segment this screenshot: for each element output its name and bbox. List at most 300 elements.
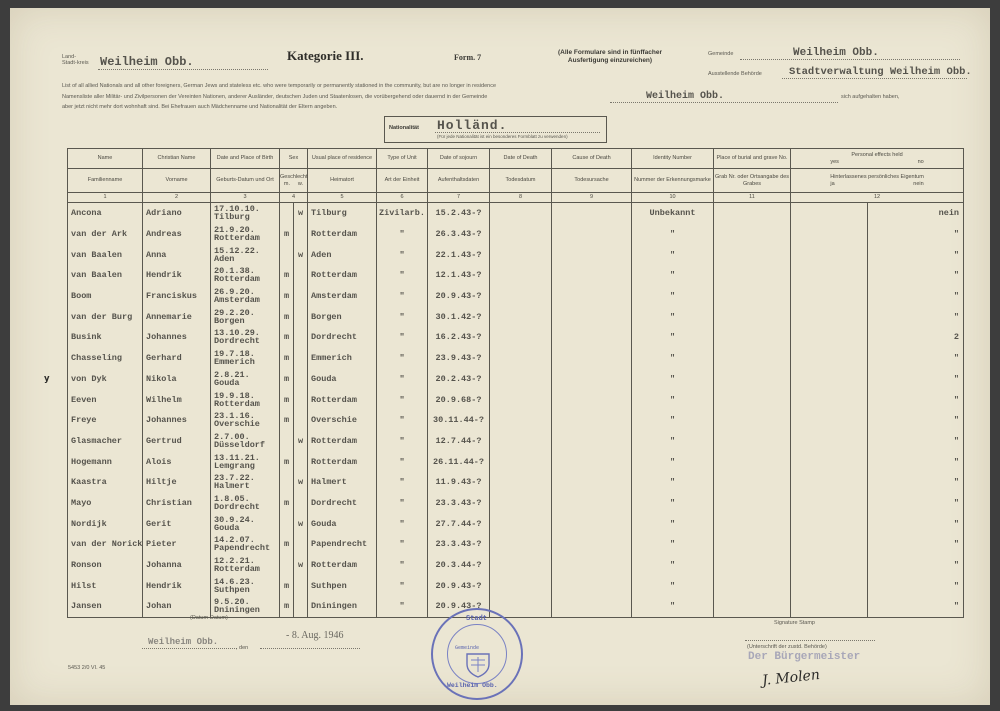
intro-german-1: Namensliste aller Militär- und Zivilpersonen der Vereinten Nationen, anderer Ausländer, deutschen Juden und Staatenlosen, die vorübergehend oder dauernd in der Gemeinde — [62, 94, 488, 100]
cell-einheit: " — [377, 534, 428, 555]
cell-name — [68, 555, 143, 576]
birth-place: Gouda — [214, 522, 240, 533]
header-sex-w: w. — [297, 180, 304, 187]
cell-effects-yes — [791, 389, 868, 410]
cell-name — [68, 306, 143, 327]
cell-sex-w — [294, 306, 308, 327]
birth-place: Rotterdam — [214, 398, 260, 409]
cell-todesursache — [552, 596, 632, 617]
cell-grab — [714, 575, 791, 596]
birth-date: 23.7.22. — [214, 473, 255, 484]
table-row — [68, 369, 964, 390]
cell-effects-no: " — [868, 555, 964, 576]
cell-grab — [714, 493, 791, 514]
footer-ort-line — [142, 648, 237, 649]
cell-vorname: Gerit — [143, 513, 211, 534]
footer-behoerde-label: (Unterschrift der zustd. Behörde) — [747, 644, 827, 650]
birth-place: Overschie — [214, 419, 260, 430]
header-christian-name-de: Vorname — [143, 169, 211, 193]
cell-aufenthalt: 20.9.43-? — [428, 575, 490, 596]
header-burial-en: Place of burial and grave No. — [714, 149, 791, 169]
behoerde-line — [782, 78, 967, 79]
family-name: van der Norick — [71, 539, 143, 550]
register-table — [44, 148, 964, 618]
family-name: Ancona — [71, 208, 102, 219]
birth-date: 14.6.23. — [214, 576, 255, 587]
cell-geburt — [211, 575, 280, 596]
birth-date: 13.10.29. — [214, 328, 260, 339]
cell-grab — [714, 203, 791, 224]
header-sojourn-de: Aufenthaltsdaten — [428, 169, 490, 193]
cell-sex-w — [294, 596, 308, 617]
header-unit-de: Art der Einheit — [377, 169, 428, 193]
print-code: 5453 2/0 VI. 45 — [68, 665, 106, 671]
nationality-box — [384, 116, 607, 143]
cell-name — [68, 265, 143, 286]
cell-todesdatum — [490, 389, 552, 410]
header-christian-name-en: Christian Name — [143, 149, 211, 169]
header-death-date-en: Date of Death — [490, 149, 552, 169]
cell-todesursache — [552, 224, 632, 245]
cell-aufenthalt: 15.2.43-? — [428, 203, 490, 224]
family-name: Nordijk — [71, 518, 107, 529]
cell-geburt — [211, 410, 280, 431]
cell-effects-no: " — [868, 451, 964, 472]
colnum-11: 11 — [714, 193, 791, 203]
cell-einheit: " — [377, 555, 428, 576]
colnum-12: 12 — [791, 193, 964, 203]
birth-place: Aden — [214, 253, 235, 264]
colnum-8: 8 — [490, 193, 552, 203]
birth-place: Emmerich — [214, 357, 255, 368]
cell-effects-no: " — [868, 472, 964, 493]
intro-gemeinde-value: Weilheim Obb. — [646, 91, 725, 102]
header-effects-de — [791, 169, 964, 193]
cell-vorname: Andreas — [143, 224, 211, 245]
cell-effects-no: " — [868, 534, 964, 555]
header-birth-de: Geburts-Datum und Ort — [211, 169, 280, 193]
behoerde-value: Stadtverwaltung Weilheim Obb. — [789, 66, 972, 78]
cell-geburt — [211, 286, 280, 307]
family-name: Eeven — [71, 394, 97, 405]
cell-todesursache — [552, 575, 632, 596]
cell-name — [68, 513, 143, 534]
cell-geburt — [211, 389, 280, 410]
birth-place: Rotterdam — [214, 564, 260, 575]
cell-geburt — [211, 493, 280, 514]
cell-sex-w: w — [294, 431, 308, 452]
cell-todesursache — [552, 555, 632, 576]
cell-effects-no: " — [868, 513, 964, 534]
cell-todesursache — [552, 451, 632, 472]
family-name: Chasseling — [71, 353, 123, 364]
cell-vorname: Christian — [143, 493, 211, 514]
cell-todesdatum — [490, 348, 552, 369]
cell-einheit: " — [377, 575, 428, 596]
header-name-de: Familienname — [68, 169, 143, 193]
birth-date: 1.8.05. — [214, 493, 250, 504]
cell-erkennung: " — [632, 493, 714, 514]
cell-todesdatum — [490, 244, 552, 265]
cell-heimat: Amsterdam — [308, 286, 377, 307]
footer-date-line — [260, 648, 360, 649]
birth-date: 30.9.24. — [214, 514, 255, 525]
colnum-5: 5 — [308, 193, 377, 203]
cell-aufenthalt: 26.3.43-? — [428, 224, 490, 245]
cell-todesursache — [552, 472, 632, 493]
header-effects-no: no — [917, 158, 924, 165]
kreis-label: kreis — [77, 60, 89, 66]
cell-effects-no: " — [868, 596, 964, 617]
cell-todesursache — [552, 410, 632, 431]
cell-einheit: " — [377, 472, 428, 493]
cell-todesursache — [552, 203, 632, 224]
cell-sex-w: w — [294, 555, 308, 576]
cell-todesursache — [552, 493, 632, 514]
cell-heimat: Rotterdam — [308, 389, 377, 410]
family-name: Busink — [71, 332, 102, 343]
header-effects-nein: nein — [913, 180, 924, 187]
cell-geburt — [211, 224, 280, 245]
cell-erkennung: " — [632, 534, 714, 555]
birth-date: 19.7.18. — [214, 349, 255, 360]
gemeinde-value: Weilheim Obb. — [793, 47, 879, 59]
cell-aufenthalt: 20.9.68-? — [428, 389, 490, 410]
cell-aufenthalt: 20.3.44-? — [428, 555, 490, 576]
cell-einheit: " — [377, 410, 428, 431]
cell-heimat: Overschie — [308, 410, 377, 431]
birth-place: Tilburg — [214, 212, 250, 223]
family-name: Jansen — [71, 601, 102, 612]
cell-erkennung: " — [632, 369, 714, 390]
kreis-line — [98, 69, 268, 70]
family-name: Hogemann — [71, 456, 112, 467]
cell-name — [68, 493, 143, 514]
birth-place: Gouda — [214, 377, 240, 388]
nationality-label: Nationalität — [389, 125, 419, 131]
cell-grab — [714, 534, 791, 555]
table-row — [68, 327, 964, 348]
stamp-bottom-text: Weilheim Obb. — [447, 682, 498, 689]
cell-sex-m — [280, 244, 294, 265]
cell-sex-w — [294, 389, 308, 410]
cell-effects-yes — [791, 451, 868, 472]
cell-erkennung: " — [632, 286, 714, 307]
cell-effects-yes — [791, 534, 868, 555]
cell-heimat: Rotterdam — [308, 451, 377, 472]
cell-erkennung: " — [632, 224, 714, 245]
cell-aufenthalt: 12.1.43-? — [428, 265, 490, 286]
cell-sex-m: m — [280, 224, 294, 245]
family-name: Glasmacher — [71, 435, 123, 446]
cell-effects-no: " — [868, 265, 964, 286]
cell-grab — [714, 431, 791, 452]
formulare-note-1: (Alle Formulare sind in fünffacher — [557, 49, 662, 56]
gemeinde-label: Gemeinde — [708, 51, 734, 57]
cell-vorname: Pieter — [143, 534, 211, 555]
cell-todesdatum — [490, 369, 552, 390]
cell-grab — [714, 244, 791, 265]
cell-sex-m: m — [280, 369, 294, 390]
cell-sex-w: w — [294, 513, 308, 534]
cell-sex-m: m — [280, 534, 294, 555]
cell-effects-yes — [791, 306, 868, 327]
signature: J. Molen — [761, 667, 821, 689]
header-unit-en: Type of Unit — [377, 149, 428, 169]
cell-name — [68, 224, 143, 245]
cell-vorname: Wilhelm — [143, 389, 211, 410]
birth-date: 2.8.21. — [214, 369, 250, 380]
cell-effects-yes — [791, 348, 868, 369]
cell-einheit: " — [377, 244, 428, 265]
cell-sex-w — [294, 493, 308, 514]
cell-grab — [714, 224, 791, 245]
cell-heimat: Halmert — [308, 472, 377, 493]
stamp-center-text: Gemeinde — [455, 645, 480, 651]
family-name: van Baalen — [71, 249, 123, 260]
intro-german-1-end: sich aufgehalten haben, — [841, 94, 900, 100]
birth-date: 29.2.20. — [214, 307, 255, 318]
cell-todesdatum — [490, 575, 552, 596]
table-row — [68, 348, 964, 369]
formulare-note-2: Ausfertigung einzureichen) — [567, 57, 653, 64]
cell-sex-m: m — [280, 265, 294, 286]
cell-erkennung: " — [632, 575, 714, 596]
colnum-3: 3 — [211, 193, 280, 203]
cell-sex-w — [294, 575, 308, 596]
table-row — [68, 244, 964, 265]
cell-effects-no: " — [868, 224, 964, 245]
cell-sex-w — [294, 327, 308, 348]
colnum-1: 1 — [68, 193, 143, 203]
header-death-cause-de: Todesursache — [552, 169, 632, 193]
document-page — [10, 8, 990, 705]
cell-einheit: " — [377, 224, 428, 245]
cell-sex-w — [294, 451, 308, 472]
cell-name — [68, 575, 143, 596]
signature-stamp-label: Signature Stamp — [774, 620, 815, 626]
cell-einheit: " — [377, 265, 428, 286]
cell-erkennung: " — [632, 244, 714, 265]
cell-erkennung: " — [632, 451, 714, 472]
birth-place: Lemgrang — [214, 460, 255, 471]
cell-todesdatum — [490, 493, 552, 514]
table-row — [68, 410, 964, 431]
cell-einheit: " — [377, 513, 428, 534]
official-stamp — [431, 608, 523, 700]
cell-geburt — [211, 472, 280, 493]
family-name: Ronson — [71, 560, 102, 571]
cell-effects-yes — [791, 472, 868, 493]
cell-geburt — [211, 327, 280, 348]
cell-aufenthalt: 12.7.44-? — [428, 431, 490, 452]
cell-grab — [714, 451, 791, 472]
header-effects-de-options — [791, 181, 963, 188]
cell-geburt — [211, 369, 280, 390]
cell-name — [68, 596, 143, 617]
birth-place: Papendrecht — [214, 543, 271, 554]
cell-vorname: Gertrud — [143, 431, 211, 452]
nationality-line — [435, 132, 600, 133]
cell-todesursache — [552, 389, 632, 410]
cell-effects-yes — [791, 265, 868, 286]
family-name: van der Burg — [71, 311, 133, 322]
cell-erkennung: " — [632, 327, 714, 348]
colnum-9: 9 — [552, 193, 632, 203]
cell-aufenthalt: 11.9.43-? — [428, 472, 490, 493]
cell-name — [68, 534, 143, 555]
cell-vorname: Johannes — [143, 327, 211, 348]
cell-vorname: Johan — [143, 596, 211, 617]
family-name: Kaastra — [71, 477, 107, 488]
cell-todesdatum — [490, 306, 552, 327]
cell-todesursache — [552, 306, 632, 327]
birth-place: Halmert — [214, 481, 250, 492]
colnum-6: 6 — [377, 193, 428, 203]
birth-place: Dniningen — [214, 605, 260, 616]
cell-erkennung: " — [632, 513, 714, 534]
family-name: Boom — [71, 291, 92, 302]
row-margin-mark: y — [44, 373, 50, 384]
cell-name — [68, 410, 143, 431]
table-row — [68, 306, 964, 327]
cell-erkennung: " — [632, 555, 714, 576]
cell-sex-m — [280, 472, 294, 493]
cell-aufenthalt: 22.1.43-? — [428, 244, 490, 265]
table-row — [68, 224, 964, 245]
header-identity-de: Nummer der Erkennungsmarke — [632, 169, 714, 193]
cell-einheit: " — [377, 451, 428, 472]
colnum-10: 10 — [632, 193, 714, 203]
cell-sex-m: m — [280, 327, 294, 348]
birth-place: Dordrecht — [214, 336, 260, 347]
table-row — [68, 534, 964, 555]
cell-name — [68, 327, 143, 348]
cell-aufenthalt: 23.3.43-? — [428, 493, 490, 514]
header-effects-ja: ja — [830, 180, 835, 187]
cell-effects-yes — [791, 224, 868, 245]
cell-heimat: Borgen — [308, 306, 377, 327]
table-row — [68, 265, 964, 286]
cell-sex-w — [294, 369, 308, 390]
cell-sex-m: m — [280, 306, 294, 327]
cell-heimat: Rotterdam — [308, 224, 377, 245]
cell-todesdatum — [490, 286, 552, 307]
birth-place: Suthpen — [214, 584, 250, 595]
cell-geburt — [211, 348, 280, 369]
cell-geburt — [211, 431, 280, 452]
cell-vorname: Alois — [143, 451, 211, 472]
cell-einheit: " — [377, 596, 428, 617]
footer-ort-typed: Weilheim Obb. — [148, 637, 219, 647]
cell-heimat: Aden — [308, 244, 377, 265]
cell-todesursache — [552, 286, 632, 307]
cell-grab — [714, 513, 791, 534]
footer-den-label: , den — [236, 645, 249, 651]
cell-todesdatum — [490, 265, 552, 286]
kategorie-title: Kategorie III. — [287, 48, 364, 63]
cell-grab — [714, 348, 791, 369]
cell-todesdatum — [490, 203, 552, 224]
cell-vorname: Franciskus — [143, 286, 211, 307]
cell-heimat: Papendrecht — [308, 534, 377, 555]
family-name: Freye — [71, 415, 97, 426]
birth-date: 26.9.20. — [214, 287, 255, 298]
cell-effects-yes — [791, 493, 868, 514]
birth-date: 14.2.07. — [214, 535, 255, 546]
birth-place: Rotterdam — [214, 274, 260, 285]
cell-todesdatum — [490, 431, 552, 452]
header-birth-en: Date and Place of Birth — [211, 149, 280, 169]
cell-vorname: Johannes — [143, 410, 211, 431]
cell-name — [68, 431, 143, 452]
cell-sex-w — [294, 265, 308, 286]
cell-effects-yes — [791, 327, 868, 348]
form-number: Form. 7 — [454, 53, 482, 62]
cell-heimat: Rotterdam — [308, 431, 377, 452]
cell-geburt — [211, 244, 280, 265]
cell-grab — [714, 327, 791, 348]
cell-effects-no: " — [868, 306, 964, 327]
colnum-4: 4 — [280, 193, 308, 203]
cell-aufenthalt: 20.9.43-? — [428, 286, 490, 307]
cell-geburt — [211, 555, 280, 576]
behoerde-label: Ausstellende Behörde — [708, 71, 762, 77]
table-row — [68, 203, 964, 224]
cell-todesdatum — [490, 472, 552, 493]
header-sex-en: Sex — [280, 149, 308, 169]
cell-vorname: Hendrik — [143, 575, 211, 596]
cell-effects-no: 2 — [868, 327, 964, 348]
cell-aufenthalt: 30.1.42-? — [428, 306, 490, 327]
header-residence-en: Usual place of residence — [308, 149, 377, 169]
header-sex-de-label: Geschlecht — [280, 173, 308, 180]
cell-erkennung: " — [632, 389, 714, 410]
cell-grab — [714, 472, 791, 493]
cell-sex-w: w — [294, 203, 308, 224]
cell-aufenthalt: 26.11.44-? — [428, 451, 490, 472]
footer-datum-label: (Datum-Datum) — [190, 615, 228, 621]
cell-name — [68, 244, 143, 265]
birth-date: 23.1.16. — [214, 411, 255, 422]
cell-heimat: Rotterdam — [308, 555, 377, 576]
cell-sex-m: m — [280, 596, 294, 617]
cell-einheit: " — [377, 389, 428, 410]
cell-todesursache — [552, 369, 632, 390]
cell-sex-m: m — [280, 575, 294, 596]
intro-german-2: aber jetzt nicht mehr dort wohnhaft sind. Bei Ehefrauen auch Mädchenname und Nationalität der Eltern angeben. — [62, 104, 338, 110]
cell-grab — [714, 389, 791, 410]
cell-vorname: Hendrik — [143, 265, 211, 286]
header-burial-de: Grab Nr. oder Ortsangabe des Grabes — [714, 169, 791, 193]
cell-effects-no: nein — [868, 203, 964, 224]
birth-date: 17.10.10. — [214, 204, 260, 215]
family-name: von Dyk — [71, 373, 107, 384]
stamp-top-text: Stadt — [466, 615, 488, 623]
cell-effects-yes — [791, 513, 868, 534]
birth-date: 2.7.00. — [214, 431, 250, 442]
faded-stamp-text: Der Bürgermeister — [748, 651, 861, 663]
cell-geburt — [211, 534, 280, 555]
cell-einheit: " — [377, 431, 428, 452]
cell-effects-no: " — [868, 493, 964, 514]
birth-date: 15.12.22. — [214, 245, 260, 256]
header-death-date-de: Todesdatum — [490, 169, 552, 193]
cell-grab — [714, 596, 791, 617]
cell-aufenthalt: 16.2.43-? — [428, 327, 490, 348]
cell-heimat: Tilburg — [308, 203, 377, 224]
nationality-note: (Für jede Nationalität ist ein besonderes Formblatt zu verwenden) — [437, 134, 568, 139]
